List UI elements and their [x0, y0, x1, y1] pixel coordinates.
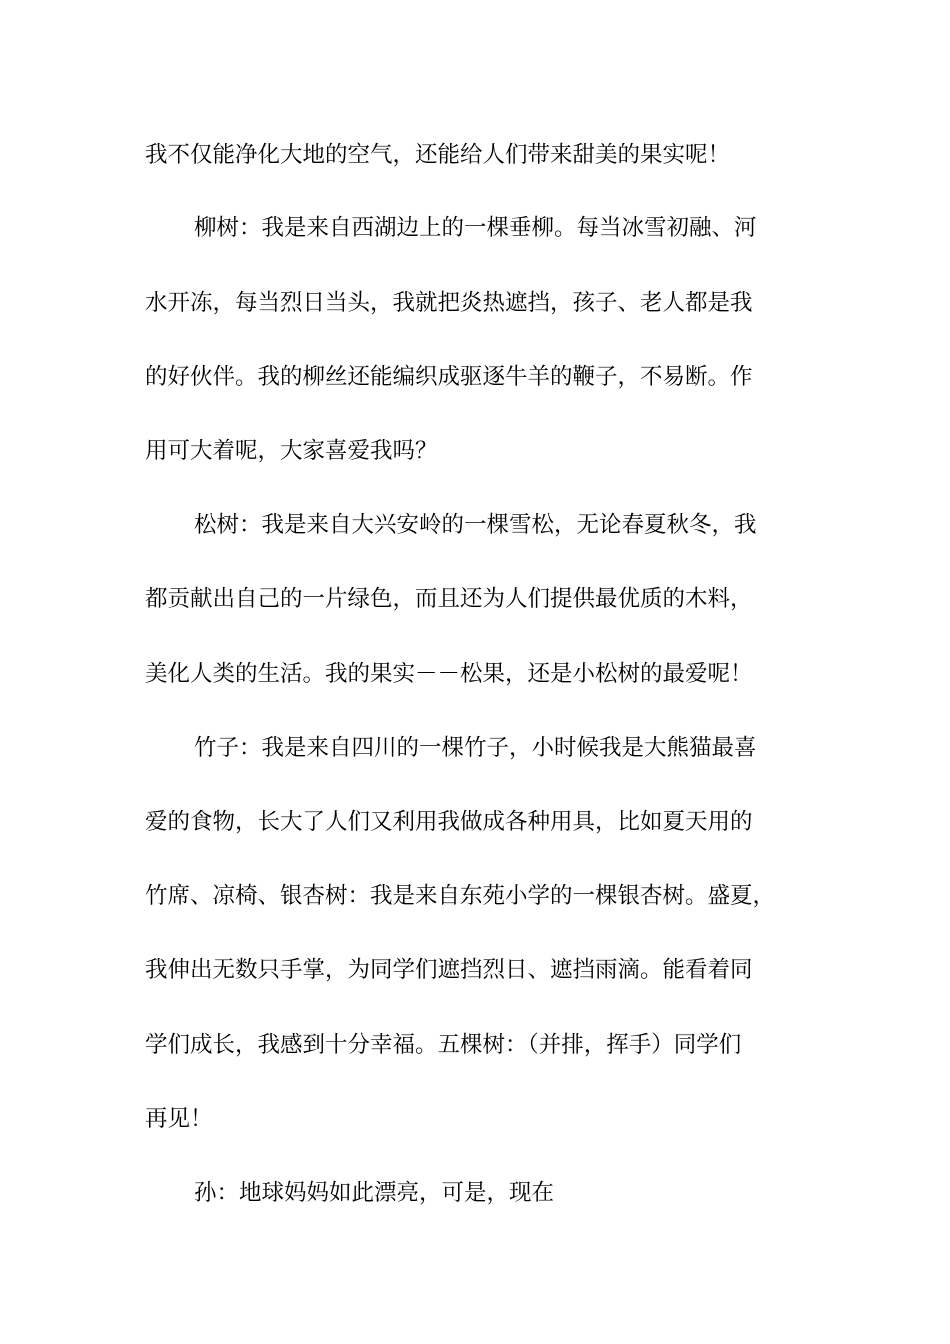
- text-line: 孙：地球妈妈如此漂亮，可是，现在: [194, 1180, 555, 1206]
- text-line: 的好伙伴。我的柳丝还能编织成驱逐牛羊的鞭子，不易断。作: [145, 364, 753, 390]
- text-line: 学们成长，我感到十分幸福。五棵树：（并排，挥手）同学们: [145, 1032, 742, 1058]
- text-line: 我不仅能净化大地的空气，还能给人们带来甜美的果实呢！: [145, 142, 731, 168]
- text-line: 再见！: [145, 1106, 213, 1132]
- text-line: 竹子：我是来自四川的一棵竹子，小时候我是大熊猫最喜: [194, 735, 757, 761]
- text-line: 水开冻，每当烈日当头，我就把炎热遮挡，孩子、老人都是我: [145, 290, 753, 316]
- text-line: 用可大着呢，大家喜爱我吗？: [145, 438, 438, 464]
- text-line: 竹席、凉椅、银杏树：我是来自东苑小学的一棵银杏树。盛夏，: [145, 883, 776, 909]
- text-line: 爱的食物，长大了人们又利用我做成各种用具，比如夏天用的: [145, 809, 753, 835]
- text-line: 柳树：我是来自西湖边上的一棵垂柳。每当冰雪初融、河: [194, 215, 757, 241]
- text-line: 美化人类的生活。我的果实－－松果，还是小松树的最爱呢！: [145, 661, 753, 687]
- text-line: 我伸出无数只手掌，为同学们遮挡烈日、遮挡雨滴。能看着同: [145, 957, 753, 983]
- text-line: 都贡献出自己的一片绿色，而且还为人们提供最优质的木料，: [145, 586, 753, 612]
- text-line: 松树：我是来自大兴安岭的一棵雪松，无论春夏秋冬，我: [194, 512, 757, 538]
